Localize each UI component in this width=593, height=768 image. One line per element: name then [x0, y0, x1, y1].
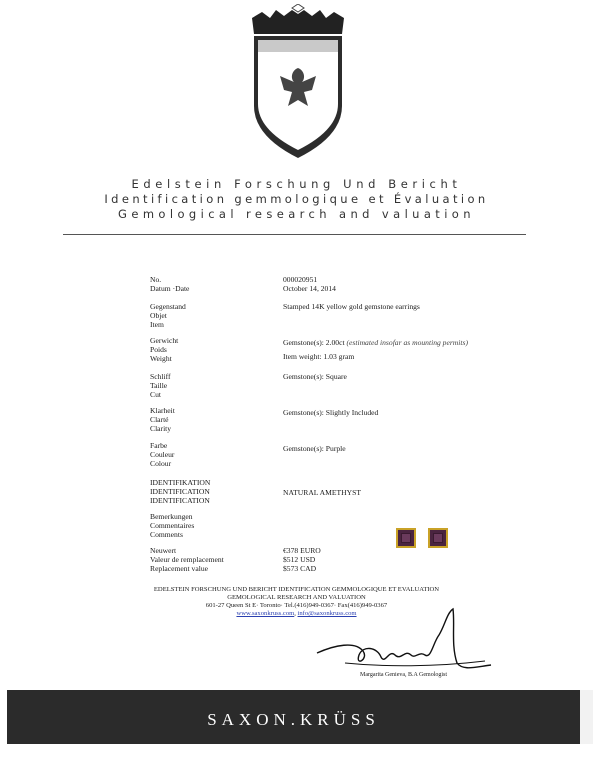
- earring-photo-left: [396, 528, 416, 548]
- divider: [63, 234, 526, 235]
- gemologist-name: Margarita Genieva, B.A Gemologist: [360, 672, 448, 678]
- heading-german: Edelstein Forschung Und Bericht: [131, 177, 462, 191]
- earring-photo-right: [428, 528, 448, 548]
- footer-company-line: EDELSTEIN FORSCHUNG UND BERICHT IDENTIFICATION GEMMOLOGIQUE ET EVALUATION: [153, 586, 440, 593]
- heading-french: Identification gemmologique et Évaluation: [104, 192, 489, 206]
- brand-logo-text: SAXON.KRÜSS: [207, 710, 380, 729]
- website-link[interactable]: www.saxonkruss.com: [236, 610, 295, 617]
- crest-logo: [248, 4, 348, 162]
- page-edge: [580, 690, 593, 744]
- footer-links: www.saxonkruss.com, info@saxonkruss.com: [236, 610, 357, 617]
- email-link[interactable]: info@saxonkruss.com: [297, 610, 357, 617]
- heading-english: Gemological research and valuation: [118, 207, 475, 221]
- footer-address-line: 601-27 Queen St E· Toronto· Tel.(416)949-0367· Fax(416)949-0367: [205, 602, 388, 609]
- footer-band: [7, 690, 580, 744]
- crest-number: XC III: [288, 132, 308, 140]
- footer-subtitle-line: GEMOLOGICAL RESEARCH AND VALUATION: [227, 594, 366, 601]
